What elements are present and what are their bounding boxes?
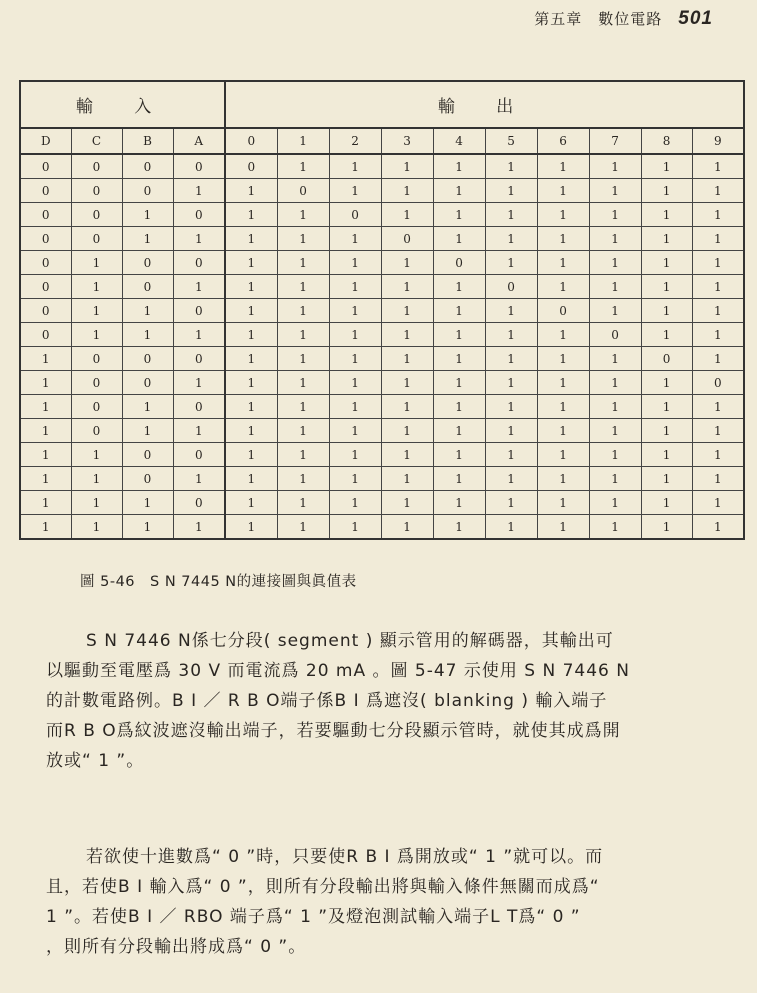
input-cell: 1: [20, 515, 71, 540]
output-cell: 1: [589, 443, 641, 467]
table-row: [20, 347, 744, 371]
output-cell: 1: [277, 467, 329, 491]
output-cell: 1: [537, 515, 589, 540]
input-cell: 0: [71, 154, 122, 179]
output-cell: 1: [485, 347, 537, 371]
input-cell: 0: [71, 419, 122, 443]
output-cell: 1: [485, 515, 537, 540]
output-cell: 1: [329, 491, 381, 515]
output-cell: 0: [692, 371, 744, 395]
output-cell: 1: [381, 467, 433, 491]
output-cell: 1: [537, 203, 589, 227]
output-cell: 1: [329, 467, 381, 491]
output-cell: 1: [537, 251, 589, 275]
input-cell: 1: [122, 515, 173, 540]
output-cell: 1: [537, 275, 589, 299]
output-cell: 1: [485, 323, 537, 347]
output-cell: 1: [225, 467, 277, 491]
output-cell: 1: [641, 227, 692, 251]
text-line: 若欲使十進數爲“ 0 ”時，只要使R B I 爲開放或“ 1 ”就可以。而: [86, 847, 604, 867]
output-cell: 1: [433, 395, 485, 419]
output-column-header: 8: [641, 128, 692, 154]
input-cell: 0: [20, 323, 71, 347]
input-cell: 1: [71, 299, 122, 323]
input-cell: 0: [71, 395, 122, 419]
input-cell: 0: [20, 251, 71, 275]
output-cell: 1: [537, 179, 589, 203]
output-cell: 1: [433, 515, 485, 540]
table-row: [20, 395, 744, 419]
output-cell: 1: [277, 515, 329, 540]
output-cell: 1: [589, 467, 641, 491]
output-cell: 1: [433, 299, 485, 323]
output-cell: 1: [277, 419, 329, 443]
input-cell: 1: [71, 443, 122, 467]
output-cell: 1: [641, 371, 692, 395]
input-cell: 0: [173, 203, 225, 227]
table-row: [20, 275, 744, 299]
output-cell: 1: [485, 299, 537, 323]
output-cell: 1: [641, 395, 692, 419]
input-cell: 0: [20, 275, 71, 299]
output-cell: 1: [381, 515, 433, 540]
output-cell: 1: [485, 419, 537, 443]
output-cell: 1: [277, 323, 329, 347]
output-cell: 1: [329, 251, 381, 275]
output-cell: 1: [692, 227, 744, 251]
output-cell: 1: [692, 275, 744, 299]
input-cell: 1: [20, 467, 71, 491]
output-cell: 1: [537, 491, 589, 515]
input-cell: 1: [20, 491, 71, 515]
output-cell: 1: [692, 515, 744, 540]
input-cell: 1: [173, 227, 225, 251]
output-cell: 1: [225, 347, 277, 371]
table-row: [20, 491, 744, 515]
table-row: [20, 323, 744, 347]
output-cell: 1: [537, 419, 589, 443]
input-cell: 0: [173, 347, 225, 371]
input-cell: 0: [173, 443, 225, 467]
output-cell: 1: [225, 299, 277, 323]
output-column-header: 1: [277, 128, 329, 154]
output-cell: 1: [329, 179, 381, 203]
input-cell: 1: [71, 251, 122, 275]
text-line: 放或“ 1 ”。: [46, 751, 145, 771]
input-cell: 1: [71, 275, 122, 299]
text-line: 以驅動至電壓爲 30 V 而電流爲 20 mA 。圖 5-47 示使用 S N 7446 N: [46, 661, 630, 681]
output-cell: 1: [225, 419, 277, 443]
output-cell: 1: [433, 275, 485, 299]
input-cell: 1: [20, 347, 71, 371]
output-cell: 1: [692, 323, 744, 347]
input-cell: 1: [173, 275, 225, 299]
input-cell: 1: [173, 179, 225, 203]
output-cell: 1: [485, 491, 537, 515]
output-cell: 1: [537, 227, 589, 251]
input-cell: 0: [122, 443, 173, 467]
input-cell: 0: [20, 203, 71, 227]
input-cell: 1: [71, 467, 122, 491]
output-cell: 1: [433, 371, 485, 395]
output-cell: 1: [692, 203, 744, 227]
column-header-row: [20, 128, 744, 154]
input-cell: 1: [71, 515, 122, 540]
output-cell: 1: [692, 299, 744, 323]
output-cell: 1: [433, 419, 485, 443]
input-cell: 1: [122, 395, 173, 419]
input-cell: 0: [122, 371, 173, 395]
input-cell: 1: [173, 419, 225, 443]
input-cell: 1: [173, 515, 225, 540]
text-line: 且，若使B I 輸入爲“ 0 ”，則所有分段輸出將與輸入條件無關而成爲“: [46, 877, 600, 897]
output-cell: 1: [381, 491, 433, 515]
output-cell: 1: [589, 251, 641, 275]
input-cell: 1: [20, 419, 71, 443]
input-cell: 0: [173, 491, 225, 515]
output-cell: 1: [381, 299, 433, 323]
output-column-header: 5: [485, 128, 537, 154]
output-cell: 1: [381, 203, 433, 227]
output-cell: 1: [485, 251, 537, 275]
output-cell: 1: [329, 395, 381, 419]
output-cell: 1: [641, 323, 692, 347]
table-row: [20, 443, 744, 467]
output-cell: 1: [589, 419, 641, 443]
output-cell: 0: [433, 251, 485, 275]
output-cell: 1: [589, 227, 641, 251]
output-cell: 1: [589, 203, 641, 227]
output-cell: 1: [381, 371, 433, 395]
input-cell: 0: [122, 467, 173, 491]
output-cell: 1: [381, 347, 433, 371]
input-cell: 0: [71, 371, 122, 395]
input-cell: 1: [71, 491, 122, 515]
output-cell: 1: [225, 179, 277, 203]
group-header-row: [20, 81, 744, 128]
output-cell: 1: [537, 467, 589, 491]
output-cell: 1: [381, 275, 433, 299]
input-cell: 0: [71, 203, 122, 227]
output-cell: 1: [589, 154, 641, 179]
output-cell: 1: [225, 395, 277, 419]
output-cell: 1: [277, 203, 329, 227]
output-cell: 1: [485, 154, 537, 179]
input-cell: 0: [122, 347, 173, 371]
input-cell: 1: [122, 323, 173, 347]
output-cell: 1: [225, 203, 277, 227]
output-cell: 1: [692, 443, 744, 467]
output-cell: 1: [485, 203, 537, 227]
table-row: [20, 515, 744, 540]
output-column-header: 7: [589, 128, 641, 154]
text-line: ，則所有分段輸出將成爲“ 0 ”。: [46, 937, 307, 957]
input-cell: 1: [173, 371, 225, 395]
input-cell: 1: [122, 299, 173, 323]
output-cell: 0: [641, 347, 692, 371]
input-column-header: A: [173, 128, 225, 154]
output-cell: 1: [589, 395, 641, 419]
output-cell: 0: [537, 299, 589, 323]
output-cell: 1: [381, 154, 433, 179]
output-cell: 1: [537, 154, 589, 179]
output-cell: 1: [329, 371, 381, 395]
output-cell: 1: [433, 203, 485, 227]
output-cell: 1: [641, 275, 692, 299]
output-cell: 1: [537, 347, 589, 371]
output-cell: 1: [329, 515, 381, 540]
output-column-header: 4: [433, 128, 485, 154]
output-cell: 1: [225, 515, 277, 540]
output-cell: 1: [692, 419, 744, 443]
text-line: 而R B O爲紋波遮沒輸出端子，若要驅動七分段顯示管時，就使其成爲開: [46, 721, 621, 741]
output-cell: 0: [381, 227, 433, 251]
output-cell: 0: [485, 275, 537, 299]
output-cell: 1: [589, 275, 641, 299]
output-cell: 0: [277, 179, 329, 203]
output-cell: 1: [433, 443, 485, 467]
text-line: S N 7446 N係七分段( segment ) 顯示管用的解碼器，其輸出可: [86, 631, 614, 651]
input-cell: 0: [20, 299, 71, 323]
output-cell: 1: [329, 443, 381, 467]
output-column-header: 0: [225, 128, 277, 154]
table-row: [20, 371, 744, 395]
input-cell: 0: [20, 227, 71, 251]
output-column-header: 9: [692, 128, 744, 154]
output-cell: 1: [277, 395, 329, 419]
output-cell: 0: [225, 154, 277, 179]
output-column-header: 3: [381, 128, 433, 154]
output-cell: 1: [433, 323, 485, 347]
input-cell: 1: [122, 419, 173, 443]
table-row: [20, 154, 744, 179]
output-cell: 1: [225, 251, 277, 275]
output-cell: 1: [329, 154, 381, 179]
input-cell: 0: [173, 299, 225, 323]
output-cell: 1: [589, 347, 641, 371]
table-row: [20, 251, 744, 275]
input-cell: 0: [173, 395, 225, 419]
output-cell: 1: [641, 491, 692, 515]
input-cell: 0: [122, 275, 173, 299]
output-cell: 1: [589, 491, 641, 515]
input-cell: 0: [173, 251, 225, 275]
input-cell: 0: [122, 251, 173, 275]
output-cell: 0: [329, 203, 381, 227]
page-number: 501: [678, 8, 713, 29]
output-cell: 1: [329, 275, 381, 299]
truth-table: [19, 80, 745, 540]
input-cell: 0: [122, 154, 173, 179]
input-cell: 0: [20, 179, 71, 203]
outputs-group-header: 輸 出: [225, 81, 744, 128]
output-cell: 1: [225, 491, 277, 515]
input-cell: 0: [71, 227, 122, 251]
output-cell: 1: [225, 371, 277, 395]
output-cell: 1: [225, 275, 277, 299]
output-cell: 1: [381, 419, 433, 443]
output-cell: 1: [381, 395, 433, 419]
output-cell: 1: [589, 299, 641, 323]
output-cell: 1: [692, 154, 744, 179]
output-cell: 1: [537, 323, 589, 347]
input-cell: 0: [71, 347, 122, 371]
paragraph-1: [46, 626, 726, 776]
output-cell: 1: [225, 443, 277, 467]
output-cell: 1: [433, 467, 485, 491]
output-cell: 1: [692, 467, 744, 491]
output-cell: 1: [433, 491, 485, 515]
input-cell: 0: [71, 179, 122, 203]
input-column-header: C: [71, 128, 122, 154]
input-cell: 1: [20, 395, 71, 419]
output-cell: 1: [433, 179, 485, 203]
output-cell: 1: [329, 323, 381, 347]
input-cell: 1: [20, 371, 71, 395]
table-row: [20, 227, 744, 251]
output-cell: 1: [537, 395, 589, 419]
output-cell: 1: [641, 251, 692, 275]
output-cell: 1: [277, 275, 329, 299]
output-cell: 1: [277, 251, 329, 275]
output-cell: 1: [277, 227, 329, 251]
output-cell: 1: [692, 251, 744, 275]
output-cell: 1: [277, 347, 329, 371]
output-cell: 1: [641, 179, 692, 203]
input-cell: 1: [122, 203, 173, 227]
output-cell: 1: [381, 323, 433, 347]
text-line: 的計數電路例。B I ／ R B O端子係B I 爲遮沒( blanking ) 輸入端子: [46, 691, 608, 711]
output-cell: 1: [485, 443, 537, 467]
output-cell: 1: [485, 395, 537, 419]
output-cell: 1: [641, 299, 692, 323]
input-cell: 0: [20, 154, 71, 179]
table-row: [20, 419, 744, 443]
inputs-group-header: 輸 入: [20, 81, 225, 128]
output-cell: 0: [589, 323, 641, 347]
output-cell: 1: [641, 443, 692, 467]
chapter-label: 第五章: [534, 10, 583, 28]
input-cell: 1: [122, 227, 173, 251]
output-cell: 1: [692, 179, 744, 203]
table-row: [20, 179, 744, 203]
input-column-header: D: [20, 128, 71, 154]
output-cell: 1: [485, 227, 537, 251]
table-body: [20, 154, 744, 539]
output-cell: 1: [692, 395, 744, 419]
input-cell: 0: [122, 179, 173, 203]
output-cell: 1: [589, 179, 641, 203]
output-cell: 1: [329, 419, 381, 443]
output-cell: 1: [537, 371, 589, 395]
input-cell: 1: [20, 443, 71, 467]
output-cell: 1: [329, 299, 381, 323]
output-cell: 1: [381, 443, 433, 467]
output-cell: 1: [277, 299, 329, 323]
input-cell: 0: [173, 154, 225, 179]
output-cell: 1: [277, 443, 329, 467]
output-column-header: 6: [537, 128, 589, 154]
figure-caption: 圖 5-46 S N 7445 N的連接圖與眞值表: [80, 574, 357, 590]
output-cell: 1: [225, 227, 277, 251]
table-row: [20, 467, 744, 491]
output-cell: 1: [537, 443, 589, 467]
table-row: [20, 299, 744, 323]
output-cell: 1: [485, 467, 537, 491]
output-cell: 1: [589, 515, 641, 540]
output-cell: 1: [485, 371, 537, 395]
output-cell: 1: [641, 203, 692, 227]
output-cell: 1: [433, 347, 485, 371]
output-cell: 1: [641, 419, 692, 443]
output-cell: 1: [329, 227, 381, 251]
text-line: 1 ”。若使B I ／ RBO 端子爲“ 1 ”及燈泡測試輸入端子L T爲“ 0 ”: [46, 907, 581, 927]
output-cell: 1: [381, 179, 433, 203]
output-cell: 1: [692, 491, 744, 515]
output-cell: 1: [641, 467, 692, 491]
input-cell: 1: [122, 491, 173, 515]
running-header: [534, 8, 713, 30]
output-cell: 1: [641, 154, 692, 179]
input-cell: 1: [173, 323, 225, 347]
output-cell: 1: [641, 515, 692, 540]
input-cell: 1: [173, 467, 225, 491]
output-cell: 1: [277, 371, 329, 395]
output-cell: 1: [692, 347, 744, 371]
output-cell: 1: [277, 491, 329, 515]
output-cell: 1: [433, 154, 485, 179]
input-column-header: B: [122, 128, 173, 154]
output-cell: 1: [381, 251, 433, 275]
output-cell: 1: [589, 371, 641, 395]
output-cell: 1: [485, 179, 537, 203]
output-cell: 1: [225, 323, 277, 347]
output-cell: 1: [277, 154, 329, 179]
output-cell: 1: [329, 347, 381, 371]
output-cell: 1: [433, 227, 485, 251]
table-row: [20, 203, 744, 227]
paragraph-2: [46, 842, 726, 962]
output-column-header: 2: [329, 128, 381, 154]
input-cell: 1: [71, 323, 122, 347]
section-title: 數位電路: [598, 10, 663, 28]
